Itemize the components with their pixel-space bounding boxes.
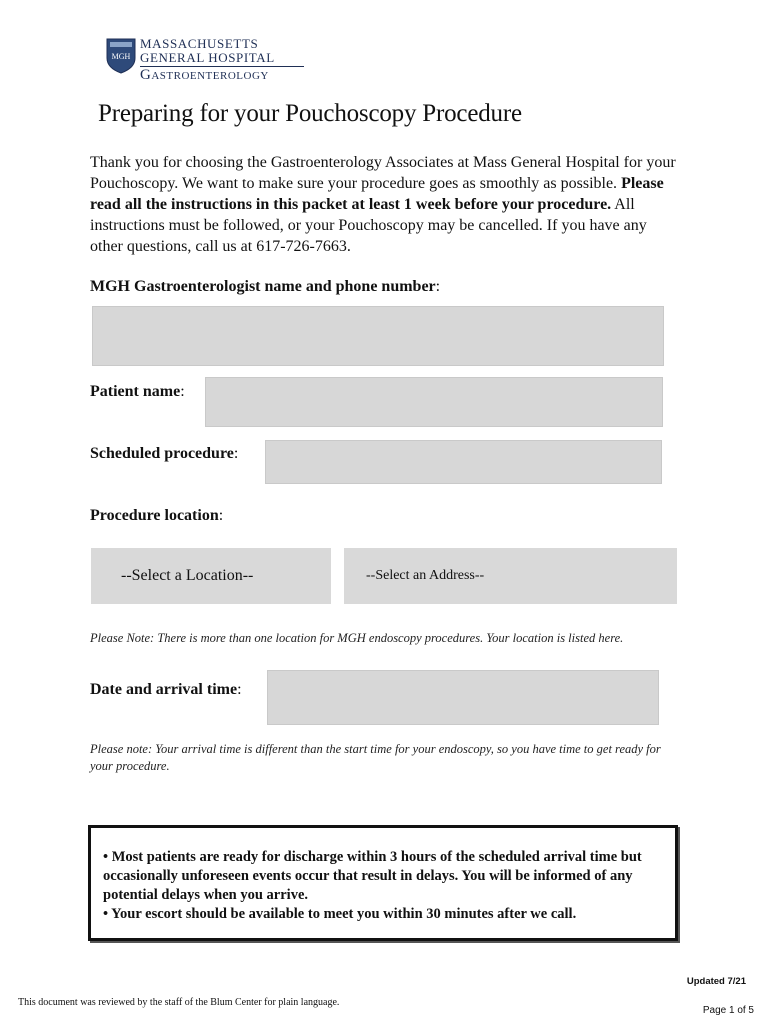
label-colon: :	[218, 507, 224, 524]
label-colon: :	[237, 681, 242, 698]
address-select-value: --Select an Address--	[366, 568, 485, 583]
page-title: Preparing for your Pouchoscopy Procedure	[98, 100, 522, 127]
scheduled-procedure-field[interactable]	[265, 440, 662, 484]
scheduled-procedure-label	[90, 445, 238, 463]
patient-name-label	[90, 383, 185, 401]
procedure-location-label-text: Procedure location	[90, 507, 219, 524]
page-number: Page 1 of 5	[702, 1005, 754, 1016]
logo-line-1: MASSACHUSETTS	[140, 36, 259, 51]
label-colon: :	[180, 383, 185, 400]
date-arrival-field[interactable]	[267, 670, 659, 725]
review-statement: This document was reviewed by the staff of the Blum Center for plain language.	[18, 997, 340, 1008]
gastroenterologist-label	[90, 278, 440, 296]
callout-bullet-2: • Your escort should be available to meet you within 30 minutes after we call.	[103, 906, 577, 922]
callout-bullet-1: • Most patients are ready for discharge within 3 hours of the scheduled arrival time but occasionally unforeseen events occur that result in delays. You will be informed of any potential delays when you arrive.	[103, 849, 642, 903]
patient-name-label-text: Patient name	[90, 383, 181, 400]
procedure-location-label	[90, 507, 223, 525]
updated-date: Updated 7/21	[686, 976, 746, 987]
location-select[interactable]	[91, 548, 331, 604]
scheduled-procedure-label-text: Scheduled procedure	[90, 445, 234, 462]
intro-text-2: All instructions must be followed, or your Pouchoscopy may be cancelled. If you have any other questions, call us at 617-726-7663.	[90, 196, 647, 255]
gastroenterologist-field[interactable]	[92, 306, 664, 366]
location-select-value: --Select a Location--	[121, 567, 254, 584]
intro-bold-text: Please read all the instructions in this packet at least 1 week before your procedure.	[90, 175, 664, 213]
shield-text: MGH	[111, 52, 131, 61]
logo-line-3: Gastroenterology	[140, 67, 269, 83]
label-colon: :	[435, 278, 441, 295]
discharge-info-box	[88, 825, 678, 941]
label-colon: :	[233, 445, 239, 462]
address-select[interactable]	[344, 548, 677, 604]
intro-paragraph	[90, 152, 680, 257]
intro-text-1: Thank you for choosing the Gastroenterology Associates at Mass General Hospital for your Pouchoscopy. We want to make sure your procedure goes as smoothly as possible.	[90, 154, 676, 192]
date-arrival-label-text: Date and arrival time	[90, 681, 238, 698]
mgh-shield-logo	[106, 38, 136, 74]
date-arrival-label	[90, 681, 242, 699]
patient-name-field[interactable]	[205, 377, 663, 427]
location-note: Please Note: There is more than one location for MGH endoscopy procedures. Your location is listed here.	[90, 631, 624, 645]
gastroenterologist-label-text: MGH Gastroenterologist name and phone number	[90, 278, 436, 295]
logo-line-2: GENERAL HOSPITAL	[140, 50, 275, 65]
arrival-note: Please note: Your arrival time is different than the start time for your endoscopy, so you have time to get ready for your procedure.	[90, 742, 661, 773]
